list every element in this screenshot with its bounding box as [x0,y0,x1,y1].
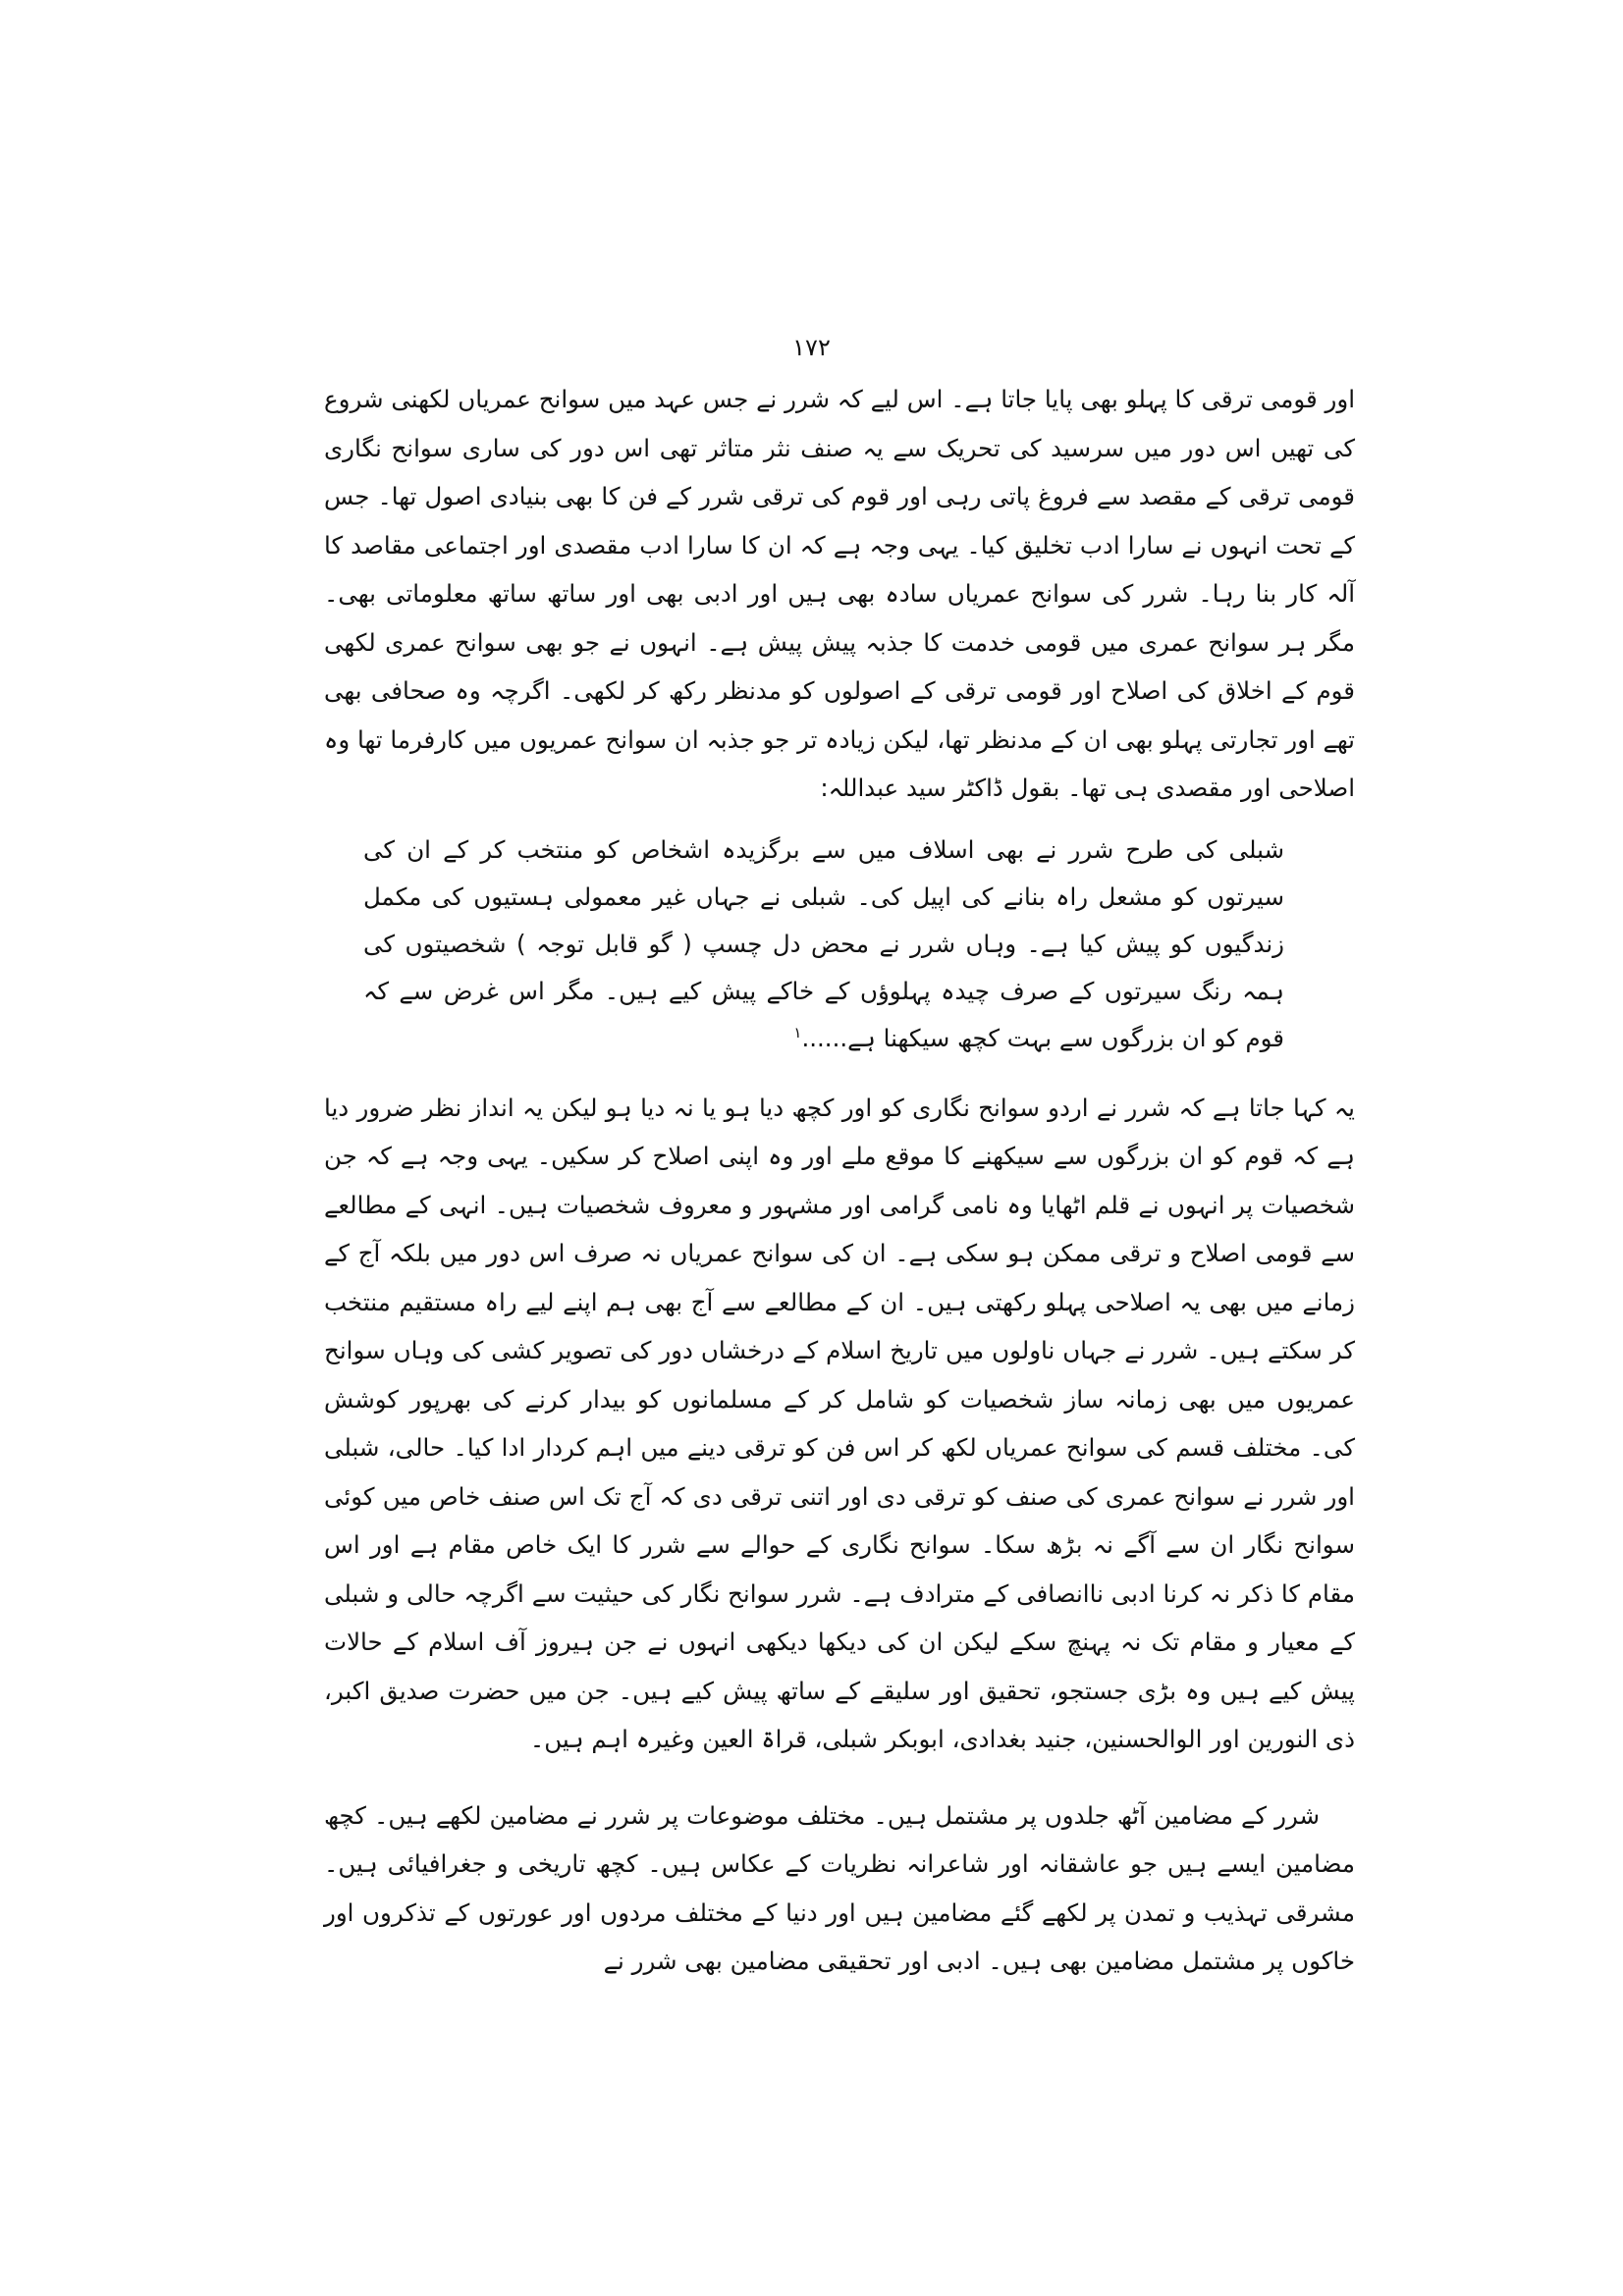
page-number: ۱۷۲ [792,334,831,361]
paragraph-3: شرر کے مضامین آٹھ جلدوں پر مشتمل ہیں۔ مختلف موضوعات پر شرر نے مضامین لکھے ہیں۔ کچھ مضامین ایسے ہیں جو عاشقانہ اور شاعرانہ نظریات کے عکاس ہیں۔ کچھ تاریخی و جغرافیائی ہیں۔ مشرقی تہذیب و تمدن پر لکھے گئے مضامین ہیں اور دنیا کے مختلف مردوں اور عورتوں کے تذکروں اور خاکوں پر مشتمل مضامین بھی ہیں۔ ادبی اور تحقیقی مضامین بھی شرر نے [324,1800,1355,1975]
block-quote [363,827,1284,1062]
paragraph-1: اور قومی ترقی کا پہلو بھی پایا جاتا ہے۔ اس لیے کہ شرر نے جس عہد میں سوانح عمریاں لکھنی شروع کی تھیں اس دور میں سرسید کی تحریک سے یہ صنف نثر متاثر تھی اس دور کی ساری سوانح نگاری قومی ترقی کے مقصد سے فروغ پاتی رہی اور قوم کی ترقی شرر کے فن کا بھی بنیادی اصول تھا۔ جس کے تحت انہوں نے سارا ادب تخلیق کیا۔ یہی وجہ ہے کہ ان کا سارا ادب مقصدی اور اجتماعی مقاصد کا آلہ کار بنا رہا۔ شرر کی سوانح عمریاں سادہ بھی ہیں اور ادبی بھی اور ساتھ ساتھ معلوماتی بھی۔ مگر ہر سوانح عمری میں قومی خدمت کا جذبہ پیش پیش ہے۔ انہوں نے جو بھی سوانح عمری لکھی قوم کے اخلاق کی اصلاح اور قومی ترقی کے اصولوں کو مدنظر رکھ کر لکھی۔ اگرچہ وہ صحافی بھی تھے اور تجارتی پہلو بھی ان کے مدنظر تھا، لیکن زیادہ تر جو جذبہ ان سوانح عمریوں میں کارفرما تھا وہ اصلاحی اور مقصدی ہی تھا۔ بقول ڈاکٹر سید عبداللہ: [324,385,1355,802]
page-body [324,375,1355,1986]
paragraph-2: یہ کہا جاتا ہے کہ شرر نے اردو سوانح نگاری کو اور کچھ دیا ہو یا نہ دیا ہو لیکن یہ انداز نظر ضرور دیا ہے کہ قوم کو ان بزرگوں سے سیکھنے کا موقع ملے اور وہ اپنی اصلاح کر سکیں۔ یہی وجہ ہے کہ جن شخصیات پر انہوں نے قلم اٹھایا وہ نامی گرامی اور مشہور و معروف شخصیات ہیں۔ انہی کے مطالعے سے قومی اصلاح و ترقی ممکن ہو سکی ہے۔ ان کی سوانح عمریاں نہ صرف اس دور میں بلکہ آج کے زمانے میں بھی یہ اصلاحی پہلو رکھتی ہیں۔ ان کے مطالعے سے آج بھی ہم اپنے لیے راہ مستقیم منتخب کر سکتے ہیں۔ شرر نے جہاں ناولوں میں تاریخ اسلام کے درخشاں دور کی تصویر کشی کی وہاں سوانح عمریوں میں بھی زمانہ ساز شخصیات کو شامل کر کے مسلمانوں کو بیدار کرنے کی بھرپور کوشش کی۔ مختلف قسم کی سوانح عمریاں لکھ کر اس فن کو ترقی دینے میں اہم کردار ادا کیا۔ حالی، شبلی اور شرر نے سوانح عمری کی صنف کو ترقی دی اور اتنی ترقی دی کہ آج تک اس صنف خاص میں کوئی سوانح نگار ان سے آگے نہ بڑھ سکا۔ سوانح نگاری کے حوالے سے شرر کا ایک خاص مقام ہے اور اس مقام کا ذکر نہ کرنا ادبی ناانصافی کے مترادف ہے۔ شرر سوانح نگار کی حیثیت سے اگرچہ حالی و شبلی کے معیار و مقام تک نہ پہنچ سکے لیکن ان کی دیکھا دیکھی انہوں نے جن ہیروز آف اسلام کے حالات پیش کیے ہیں وہ بڑی جستجو، تحقیق اور سلیقے کے ساتھ پیش کیے ہیں۔ جن میں حضرت صدیق اکبر، ذی النورین اور الوالحسنین، جنید بغدادی، ابوبکر شبلی، قراۃ العین وغیرہ اہم ہیں۔ [324,1093,1355,1753]
footnote-marker: ۱ [793,1023,802,1041]
block-quote-text: شبلی کی طرح شرر نے بھی اسلاف میں سے برگزیدہ اشخاص کو منتخب کر کے ان کی سیرتوں کو مشعل راہ بنانے کی اپیل کی۔ شبلی نے جہاں غیر معمولی ہستیوں کی مکمل زندگیوں کو پیش کیا ہے۔ وہاں شرر نے محض دل چسپ ( گو قابل توجہ ) شخصیتوں کی ہمہ رنگ سیرتوں کے صرف چیدہ پہلوؤں کے خاکے پیش کیے ہیں۔ مگر اس غرض سے کہ قوم کو ان بزرگوں سے بہت کچھ سیکھنا ہے...... [363,834,1284,1052]
